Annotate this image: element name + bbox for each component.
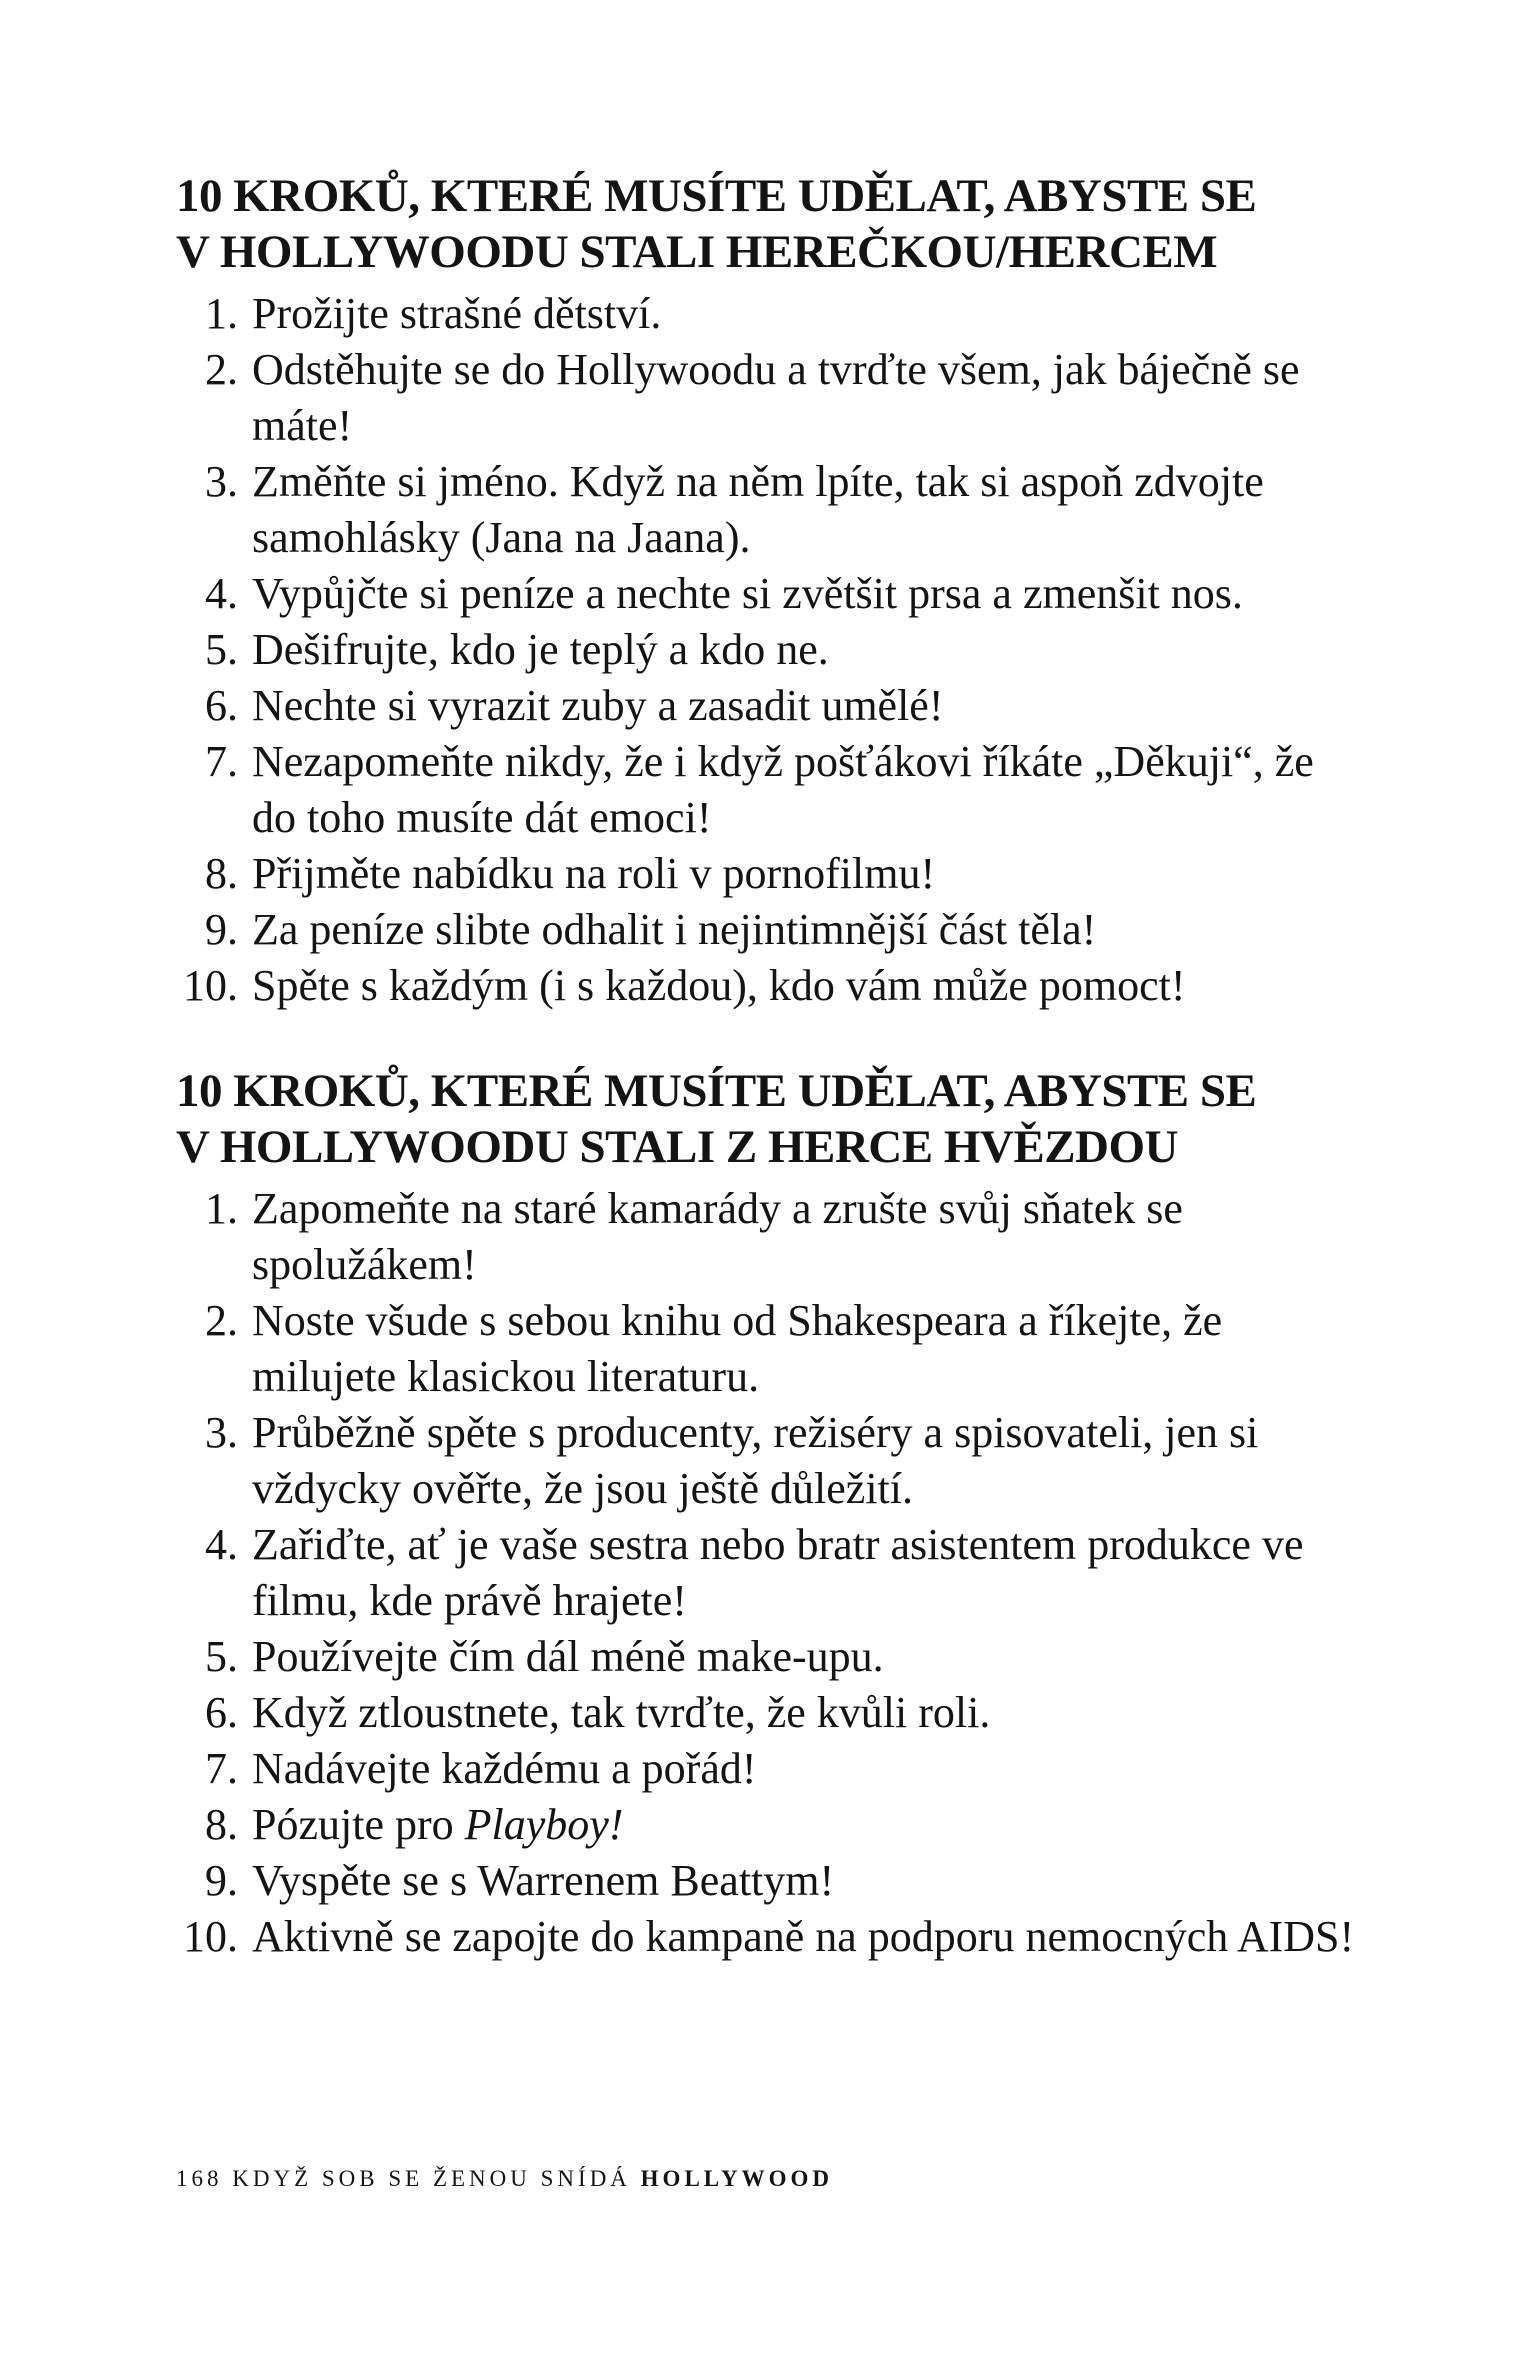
item-text: Noste všude s sebou knihu od Shakespeara a říkejte, že milujete klasickou literaturu. (252, 1296, 1223, 1401)
item-text: Zapomeňte na staré kamarády a zrušte svůj sňatek se spolužákem! (252, 1184, 1183, 1289)
list-item (176, 902, 1366, 958)
item-text: Průběžně spěte s producenty, režiséry a spisovateli, jen si vždycky ověřte, že jsou ještě důležití. (252, 1408, 1259, 1513)
item-number: 5. (205, 625, 238, 674)
item-text: Vyspěte se s Warrenem Beattym! (252, 1856, 835, 1905)
list-item (176, 846, 1366, 902)
item-text: Změňte si jméno. Když na něm lpíte, tak si aspoň zdvojte samohlásky (Jana na Jaana). (252, 457, 1264, 562)
list-item (176, 342, 1366, 454)
item-number: 2. (205, 1296, 238, 1345)
item-number: 5. (205, 1632, 238, 1681)
list-item (176, 1797, 1366, 1853)
item-number: 2. (205, 345, 238, 394)
list-item (176, 1405, 1366, 1517)
list-item (176, 286, 1366, 342)
list-item (176, 678, 1366, 734)
heading-line-1: 10 KROKŮ, KTERÉ MUSÍTE UDĚLAT, ABYSTE SE (176, 1065, 1257, 1117)
item-number: 10. (183, 961, 238, 1010)
list-item (176, 1853, 1366, 1909)
section-actor-steps (176, 168, 1366, 1014)
item-number: 4. (205, 1520, 238, 1569)
list-item (176, 1517, 1366, 1629)
item-text: Vypůjčte si peníze a nechte si zvětšit prsa a zmenšit nos. (252, 569, 1243, 618)
item-number: 8. (205, 1800, 238, 1849)
item-text: Přijměte nabídku na roli v pornofilmu! (252, 849, 936, 898)
item-text: Pózujte pro (252, 1800, 465, 1849)
page-number: 168 (176, 2166, 223, 2191)
item-number: 4. (205, 569, 238, 618)
section-heading (176, 1063, 1366, 1175)
item-number: 1. (205, 289, 238, 338)
running-footer (176, 2166, 833, 2192)
steps-list (176, 286, 1366, 1014)
item-number: 9. (205, 1856, 238, 1905)
section-heading (176, 168, 1366, 280)
heading-line-1: 10 KROKŮ, KTERÉ MUSÍTE UDĚLAT, ABYSTE SE (176, 170, 1257, 222)
list-item (176, 622, 1366, 678)
item-text: Za peníze slibte odhalit i nejintimnější část těla! (252, 905, 1097, 954)
item-number: 7. (205, 1744, 238, 1793)
item-text: Zařiďte, ať je vaše sestra nebo bratr asistentem produkce ve filmu, kde právě hrajete! (252, 1520, 1304, 1625)
list-item (176, 1685, 1366, 1741)
heading-line-2: V HOLLYWOODU STALI HEREČKOU/HERCEM (176, 226, 1218, 278)
item-number: 7. (205, 737, 238, 786)
item-number: 10. (183, 1912, 238, 1961)
item-text: Spěte s každým (i s každou), kdo vám může pomoct! (252, 961, 1186, 1010)
item-number: 3. (205, 457, 238, 506)
item-number: 6. (205, 681, 238, 730)
list-item (176, 958, 1366, 1014)
list-item (176, 1181, 1366, 1293)
list-item (176, 1741, 1366, 1797)
magazine-title: Playboy! (464, 1800, 624, 1849)
item-text: Odstěhujte se do Hollywoodu a tvrďte všem, jak báječně se máte! (252, 345, 1300, 450)
steps-list (176, 1181, 1366, 1965)
list-item (176, 1629, 1366, 1685)
list-item (176, 454, 1366, 566)
item-text: Nadávejte každému a pořád! (252, 1744, 757, 1793)
list-item (176, 1293, 1366, 1405)
item-text: Dešifrujte, kdo je teplý a kdo ne. (252, 625, 829, 674)
item-number: 8. (205, 849, 238, 898)
item-text: Nechte si vyrazit zuby a zasadit umělé! (252, 681, 944, 730)
heading-line-2: V HOLLYWOODU STALI Z HERCE HVĚZDOU (176, 1121, 1178, 1173)
item-number: 9. (205, 905, 238, 954)
book-title-bold: HOLLYWOOD (640, 2166, 834, 2191)
item-number: 1. (205, 1184, 238, 1233)
item-number: 6. (205, 1688, 238, 1737)
list-item (176, 1909, 1366, 1965)
section-star-steps (176, 1063, 1366, 1965)
item-text: Nezapomeňte nikdy, že i když pošťákovi říkáte „Děkuji“, že do toho musíte dát emoci! (252, 737, 1314, 842)
item-number: 3. (205, 1408, 238, 1457)
list-item (176, 734, 1366, 846)
item-text: Prožijte strašné dětství. (252, 289, 662, 338)
list-item (176, 566, 1366, 622)
item-text: Aktivně se zapojte do kampaně na podporu nemocných AIDS! (252, 1912, 1355, 1961)
book-title: KDYŽ SOB SE ŽENOU SNÍDÁ (232, 2166, 631, 2191)
item-text: Používejte čím dál méně make-upu. (252, 1632, 884, 1681)
item-text: Když ztloustnete, tak tvrďte, že kvůli roli. (252, 1688, 991, 1737)
